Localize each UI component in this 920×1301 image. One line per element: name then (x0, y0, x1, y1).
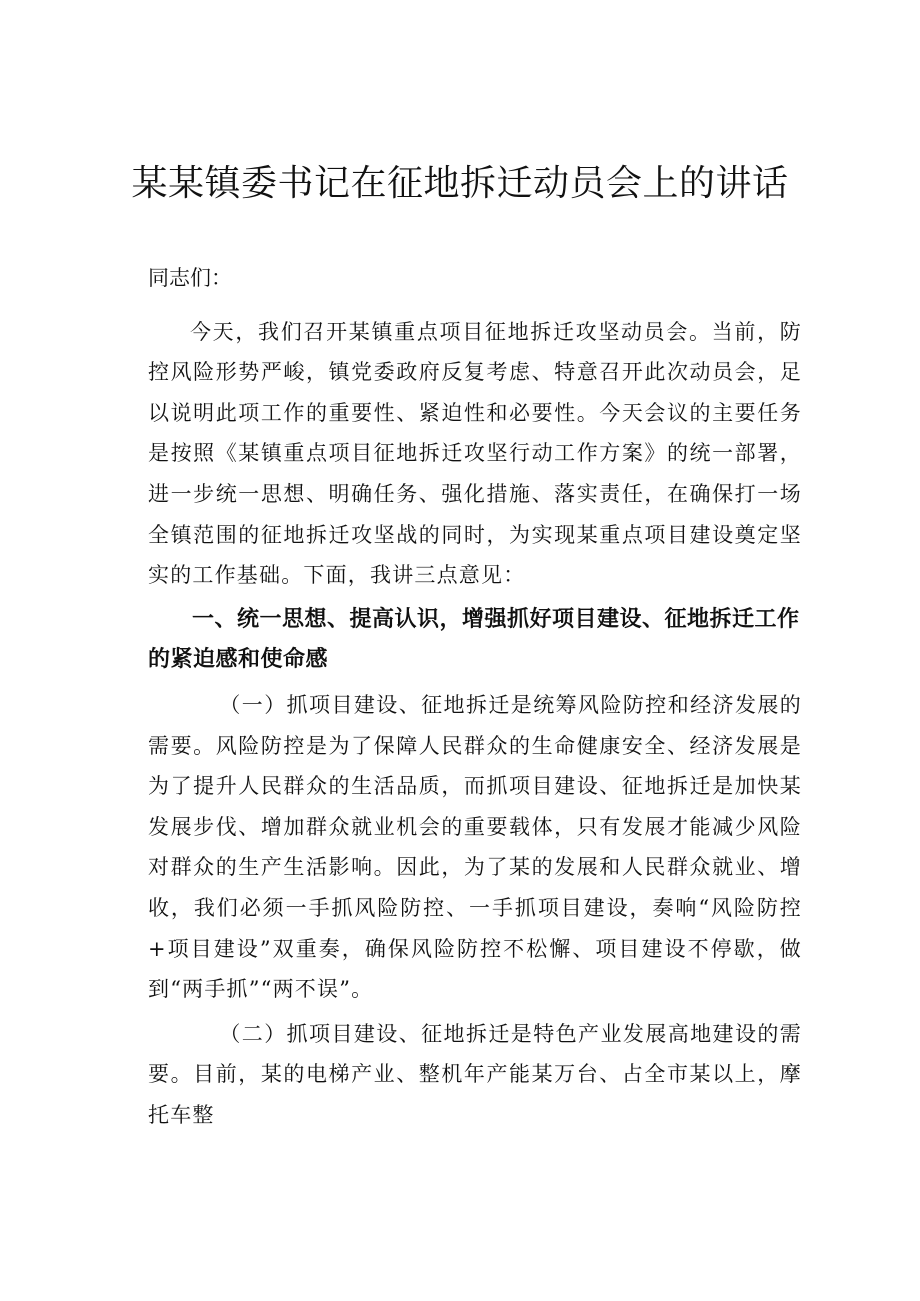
section-heading-1: 一、统一思想、提高认识，增强抓好项目建设、征地拆迁工作的紧迫感和使命感 (148, 606, 800, 673)
subsection-paragraph-2: （二）抓项目建设、征地拆迁是特色产业发展高地建设的需要。目前，某的电梯产业、整机年产能某万台、占全市某以上，摩托车整 (148, 1021, 802, 1127)
intro-paragraph: 今天，我们召开某镇重点项目征地拆迁攻坚动员会。当前，防控风险形势严峻，镇党委政府反复考虑、特意召开此次动员会，足以说明此项工作的重要性、紧迫性和必要性。今天会议的主要任务是按照《某镇重点项目征地拆迁攻坚行动工作方案》的统一部署，进一步统一思想、明确任务、强化措施、落实责任，在确保打一场全镇范围的征地拆迁攻坚战的同时，为实现某重点项目建设奠定坚实的工作基础。下面，我讲三点意见： (148, 319, 802, 588)
document-body (148, 258, 802, 1135)
subsection-paragraph-1: （一）抓项目建设、征地拆迁是统筹风险防控和经济发展的需要。风险防控是为了保障人民群众的生命健康安全、经济发展是为了提升人民群众的生活品质，而抓项目建设、征地拆迁是加快某发展步伐、增加群众就业机会的重要载体，只有发展才能减少风险对群众的生产生活影响。因此，为了某的发展和人民群众就业、增收，我们必须一手抓风险防控、一手抓项目建设，奏响“风险防控+项目建设”双重奏，确保风险防控不松懈、项目建设不停歇，做到“两手抓”“两不误”。 (148, 692, 802, 1002)
salutation: 同志们： (148, 266, 232, 290)
document-title: 某某镇委书记在征地拆迁动员会上的讲话 (131, 163, 789, 204)
